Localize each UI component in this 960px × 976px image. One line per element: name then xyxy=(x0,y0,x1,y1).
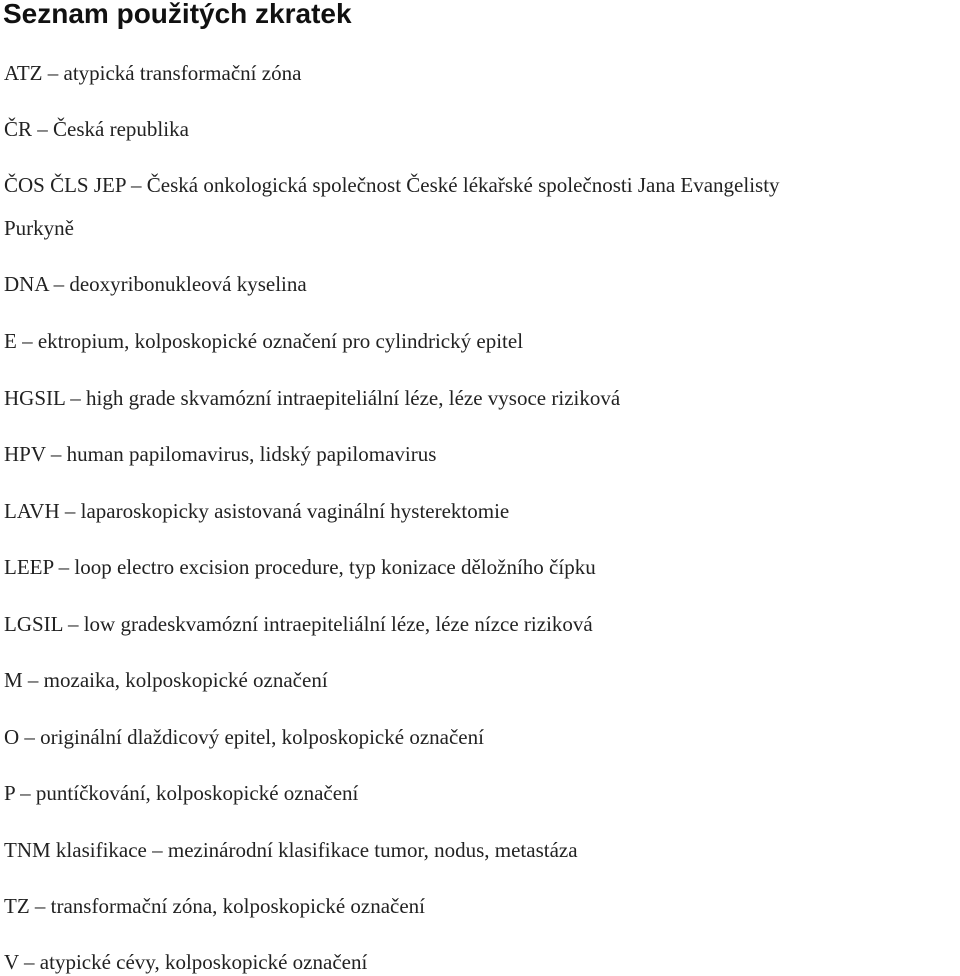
abbreviation-entry-p: P – puntíčkování, kolposkopické označení xyxy=(4,781,359,805)
abbreviation-entry-e: E – ektropium, kolposkopické označení pro cylindrický epitel xyxy=(4,329,524,353)
abbreviation-entry-lgsil: LGSIL – low gradeskvamózní intraepiteliální léze, léze nízce riziková xyxy=(4,612,593,636)
abbreviation-entry-dna: DNA – deoxyribonukleová kyselina xyxy=(4,272,307,296)
abbreviation-entry-v: V – atypické cévy, kolposkopické označení xyxy=(4,950,368,974)
abbreviation-entry-hgsil: HGSIL – high grade skvamózní intraepiteliální léze, léze vysoce riziková xyxy=(4,386,621,410)
abbreviation-entry-o: O – originální dlaždicový epitel, kolposkopické označení xyxy=(4,725,484,749)
abbreviation-entry-lavh: LAVH – laparoskopicky asistovaná vaginální hysterektomie xyxy=(4,499,510,523)
abbreviation-entry-cr: ČR – Česká republika xyxy=(4,117,189,141)
abbreviation-entry-hpv: HPV – human papilomavirus, lidský papilomavirus xyxy=(4,442,437,466)
abbreviation-entry-tz: TZ – transformační zóna, kolposkopické označení xyxy=(4,894,426,918)
abbreviation-entry-tnm: TNM klasifikace – mezinárodní klasifikace tumor, nodus, metastáza xyxy=(4,838,578,862)
page-title: Seznam použitých zkratek xyxy=(3,0,352,29)
abbreviation-entry-cos-cls-jep: ČOS ČLS JEP – Česká onkologická společnost České lékařské společnosti Jana Evangelisty xyxy=(4,173,780,197)
abbreviation-entry-atz: ATZ – atypická transformační zóna xyxy=(4,61,302,85)
abbreviation-entry-cos-cls-jep-continued: Purkyně xyxy=(4,216,74,240)
abbreviation-entry-m: M – mozaika, kolposkopické označení xyxy=(4,668,328,692)
abbreviation-entry-leep: LEEP – loop electro excision procedure, typ konizace děložního čípku xyxy=(4,555,596,579)
